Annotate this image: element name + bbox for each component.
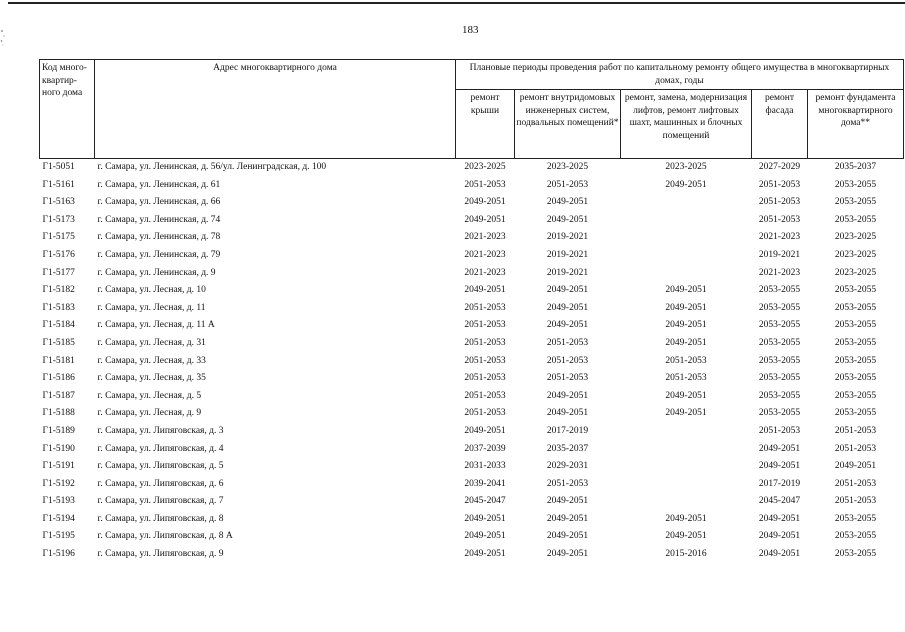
- roof-period-cell: 2037-2039: [464, 443, 506, 454]
- address-cell: г. Самара, ул. Ленинская, д. 66: [97, 197, 221, 208]
- systems-period-cell: 2049-2051: [546, 531, 589, 542]
- roof-period-cell: 2051-2053: [464, 373, 506, 384]
- top-border-line: [8, 2, 905, 4]
- header-code: Код много-квартир-ного дома: [40, 60, 95, 159]
- house-code-cell: Г1-5183: [42, 302, 75, 313]
- table-row: [40, 265, 904, 283]
- systems-period-cell: 2051-2053: [546, 337, 589, 348]
- house-code-cell: Г1-5185: [42, 337, 75, 348]
- systems-period-cell: 2051-2053: [546, 355, 589, 366]
- lifts-period-cell: 2049-2051: [665, 408, 707, 419]
- foundation-period-cell: 2053-2055: [834, 197, 877, 208]
- house-code-cell: Г1-5187: [42, 390, 75, 401]
- header-lifts: ремонт, замена, модернизация лифтов, ремонт лифтовых шахт, машинных и блочных помещений: [621, 90, 752, 159]
- table-row: [40, 423, 904, 441]
- systems-period-cell: 2029-2031: [546, 461, 589, 472]
- roof-period-cell: 2049-2051: [464, 425, 506, 436]
- roof-period-cell: 2051-2053: [464, 390, 506, 401]
- page-number: 183: [462, 24, 479, 36]
- address-cell: г. Самара, ул. Лесная, д. 33: [97, 355, 206, 366]
- systems-period-cell: 2017-2019: [546, 425, 589, 436]
- address-cell: г. Самара, ул. Ленинская, д. 9: [97, 267, 216, 278]
- systems-period-cell: 2049-2051: [546, 320, 589, 331]
- lifts-period-cell: [621, 194, 752, 212]
- table-row: [40, 441, 904, 459]
- systems-period-cell: 2049-2051: [546, 197, 589, 208]
- facade-period-cell: 2053-2055: [758, 390, 801, 401]
- lifts-period-cell: 2049-2051: [665, 285, 707, 296]
- roof-period-cell: 2023-2025: [464, 162, 506, 172]
- roof-period-cell: 2049-2051: [464, 531, 506, 542]
- address-cell: г. Самара, ул. Лесная, д. 11: [97, 302, 206, 313]
- roof-period-cell: 2021-2023: [464, 232, 506, 243]
- systems-period-cell: 2049-2051: [546, 549, 589, 560]
- systems-period-cell: 2049-2051: [546, 408, 589, 419]
- scan-noise-marks: [0, 28, 8, 48]
- systems-period-cell: 2049-2051: [546, 513, 589, 524]
- foundation-period-cell: 2053-2055: [834, 179, 877, 190]
- systems-period-cell: 2019-2021: [546, 249, 589, 260]
- foundation-period-cell: 2053-2055: [834, 513, 877, 524]
- lifts-period-cell: 2051-2053: [665, 355, 707, 366]
- house-code-cell: Г1-5181: [42, 355, 75, 366]
- house-code-cell: Г1-5191: [42, 461, 75, 472]
- house-code-cell: Г1-5184: [42, 320, 75, 331]
- systems-period-cell: 2019-2021: [546, 267, 589, 278]
- foundation-period-cell: 2053-2055: [834, 549, 877, 560]
- facade-period-cell: 2053-2055: [758, 373, 801, 384]
- foundation-period-cell: 2053-2055: [834, 285, 877, 296]
- lifts-period-cell: 2049-2051: [665, 179, 707, 190]
- lifts-period-cell: 2049-2051: [665, 390, 707, 401]
- facade-period-cell: 2051-2053: [758, 425, 801, 436]
- lifts-period-cell: 2049-2051: [665, 531, 707, 542]
- facade-period-cell: 2049-2051: [758, 513, 801, 524]
- header-systems: ремонт внутридомовых инженерных систем, подвальных помещений*: [515, 90, 621, 159]
- address-cell: г. Самара, ул. Ленинская, д. 56/ул. Ленинградская, д. 100: [97, 162, 327, 172]
- foundation-period-cell: 2053-2055: [834, 531, 877, 542]
- table-row: [40, 353, 904, 371]
- table-row: [40, 405, 904, 423]
- lifts-period-cell: [621, 423, 752, 441]
- foundation-period-cell: 2035-2037: [834, 162, 877, 172]
- house-code-cell: Г1-5194: [42, 513, 75, 524]
- foundation-period-cell: 2023-2025: [834, 267, 877, 278]
- table-body: [40, 159, 904, 564]
- table-row: [40, 282, 904, 300]
- roof-period-cell: 2051-2053: [464, 337, 506, 348]
- foundation-period-cell: 2049-2051: [834, 461, 877, 472]
- roof-period-cell: 2049-2051: [464, 549, 506, 560]
- address-cell: г. Самара, ул. Ленинская, д. 61: [97, 179, 221, 190]
- house-code-cell: Г1-5193: [42, 496, 75, 507]
- foundation-period-cell: 2053-2055: [834, 355, 877, 366]
- systems-period-cell: 2051-2053: [546, 478, 589, 489]
- address-cell: г. Самара, ул. Липяговская, д. 7: [97, 496, 224, 507]
- foundation-period-cell: 2051-2053: [834, 478, 877, 489]
- lifts-period-cell: [621, 441, 752, 459]
- facade-period-cell: 2053-2055: [758, 302, 801, 313]
- facade-period-cell: 2019-2021: [758, 249, 801, 260]
- lifts-period-cell: [621, 247, 752, 265]
- table-row: [40, 177, 904, 195]
- foundation-period-cell: 2053-2055: [834, 337, 877, 348]
- systems-period-cell: 2049-2051: [546, 390, 589, 401]
- foundation-period-cell: 2051-2053: [834, 443, 877, 454]
- roof-period-cell: 2051-2053: [464, 408, 506, 419]
- address-cell: г. Самара, ул. Липяговская, д. 8 А: [97, 531, 233, 542]
- house-code-cell: Г1-5190: [42, 443, 75, 454]
- systems-period-cell: 2051-2053: [546, 179, 589, 190]
- house-code-cell: Г1-5161: [42, 179, 75, 190]
- table-row: [40, 247, 904, 265]
- header-periods: Плановые периоды проведения работ по капитальному ремонту общего имущества в многоквартирных домах, годы: [456, 60, 904, 90]
- lifts-period-cell: 2049-2051: [665, 337, 707, 348]
- facade-period-cell: 2053-2055: [758, 320, 801, 331]
- lifts-period-cell: [621, 229, 752, 247]
- roof-period-cell: 2051-2053: [464, 320, 506, 331]
- address-cell: г. Самара, ул. Лесная, д. 31: [97, 337, 206, 348]
- table-row: [40, 212, 904, 230]
- facade-period-cell: 2051-2053: [758, 214, 801, 225]
- address-cell: г. Самара, ул. Лесная, д. 11 А: [97, 320, 215, 331]
- lifts-period-cell: 2049-2051: [665, 513, 707, 524]
- address-cell: г. Самара, ул. Ленинская, д. 78: [97, 232, 221, 243]
- lifts-period-cell: [621, 458, 752, 476]
- systems-period-cell: 2049-2051: [546, 302, 589, 313]
- roof-period-cell: 2021-2023: [464, 249, 506, 260]
- house-code-cell: Г1-5173: [42, 214, 75, 225]
- table-row: [40, 458, 904, 476]
- lifts-period-cell: 2015-2016: [665, 549, 707, 560]
- house-code-cell: Г1-5186: [42, 373, 75, 384]
- facade-period-cell: 2051-2053: [758, 197, 801, 208]
- facade-period-cell: 2051-2053: [758, 179, 801, 190]
- lifts-period-cell: 2049-2051: [665, 302, 707, 313]
- foundation-period-cell: 2053-2055: [834, 302, 877, 313]
- roof-period-cell: 2049-2051: [464, 285, 506, 296]
- foundation-period-cell: 2053-2055: [834, 214, 877, 225]
- lifts-period-cell: 2023-2025: [665, 162, 707, 172]
- lifts-period-cell: [621, 212, 752, 230]
- table-row: [40, 335, 904, 353]
- systems-period-cell: 2023-2025: [546, 162, 589, 172]
- address-cell: г. Самара, ул. Лесная, д. 10: [97, 285, 206, 296]
- header-facade: ремонт фасада: [752, 90, 808, 159]
- house-code-cell: Г1-5196: [42, 549, 75, 560]
- foundation-period-cell: 2053-2055: [834, 373, 877, 384]
- foundation-period-cell: 2053-2055: [834, 390, 877, 401]
- facade-period-cell: 2053-2055: [758, 337, 801, 348]
- facade-period-cell: 2049-2051: [758, 443, 801, 454]
- address-cell: г. Самара, ул. Липяговская, д. 9: [97, 549, 224, 560]
- table-row: [40, 476, 904, 494]
- foundation-period-cell: 2051-2053: [834, 496, 877, 507]
- foundation-period-cell: 2053-2055: [834, 408, 877, 419]
- systems-period-cell: 2049-2051: [546, 496, 589, 507]
- house-code-cell: Г1-5182: [42, 285, 75, 296]
- facade-period-cell: 2027-2029: [758, 162, 801, 172]
- table-row: [40, 194, 904, 212]
- table-row: [40, 528, 904, 546]
- lifts-period-cell: 2049-2051: [665, 320, 707, 331]
- roof-period-cell: 2049-2051: [464, 513, 506, 524]
- table-row: [40, 511, 904, 529]
- address-cell: г. Самара, ул. Лесная, д. 5: [97, 390, 202, 401]
- house-code-cell: Г1-5192: [42, 478, 75, 489]
- table-header-row-1: [40, 60, 904, 90]
- systems-period-cell: 2049-2051: [546, 214, 589, 225]
- table-row: [40, 159, 904, 177]
- table-row: [40, 317, 904, 335]
- lifts-period-cell: [621, 265, 752, 283]
- address-cell: г. Самара, ул. Ленинская, д. 79: [97, 249, 221, 260]
- systems-period-cell: 2049-2051: [546, 285, 589, 296]
- address-cell: г. Самара, ул. Ленинская, д. 74: [97, 214, 221, 225]
- facade-period-cell: 2017-2019: [758, 478, 801, 489]
- address-cell: г. Самара, ул. Липяговская, д. 6: [97, 478, 224, 489]
- lifts-period-cell: 2051-2053: [665, 373, 707, 384]
- address-cell: г. Самара, ул. Лесная, д. 9: [97, 408, 202, 419]
- table-row: [40, 493, 904, 511]
- foundation-period-cell: 2023-2025: [834, 232, 877, 243]
- facade-period-cell: 2053-2055: [758, 355, 801, 366]
- repair-schedule-table: [39, 59, 904, 564]
- facade-period-cell: 2021-2023: [758, 232, 801, 243]
- address-cell: г. Самара, ул. Липяговская, д. 3: [97, 425, 224, 436]
- lifts-period-cell: [621, 476, 752, 494]
- lifts-period-cell: [621, 493, 752, 511]
- roof-period-cell: 2049-2051: [464, 214, 506, 225]
- house-code-cell: Г1-5189: [42, 425, 75, 436]
- house-code-cell: Г1-5175: [42, 232, 75, 243]
- table-row: [40, 546, 904, 564]
- systems-period-cell: 2051-2053: [546, 373, 589, 384]
- house-code-cell: Г1-5177: [42, 267, 75, 278]
- systems-period-cell: 2019-2021: [546, 232, 589, 243]
- house-code-cell: Г1-5176: [42, 249, 75, 260]
- facade-period-cell: 2045-2047: [758, 496, 801, 507]
- table-row: [40, 370, 904, 388]
- header-roof: ремонт крыши: [456, 90, 515, 159]
- address-cell: г. Самара, ул. Липяговская, д. 4: [97, 443, 224, 454]
- roof-period-cell: 2045-2047: [464, 496, 506, 507]
- systems-period-cell: 2035-2037: [546, 443, 589, 454]
- roof-period-cell: 2049-2051: [464, 197, 506, 208]
- facade-period-cell: 2053-2055: [758, 285, 801, 296]
- address-cell: г. Самара, ул. Лесная, д. 35: [97, 373, 206, 384]
- facade-period-cell: 2049-2051: [758, 461, 801, 472]
- facade-period-cell: 2049-2051: [758, 549, 801, 560]
- foundation-period-cell: 2051-2053: [834, 425, 877, 436]
- house-code-cell: Г1-5163: [42, 197, 75, 208]
- foundation-period-cell: 2023-2025: [834, 249, 877, 260]
- header-foundation: ремонт фундамента многоквартирного дома**: [808, 90, 904, 159]
- roof-period-cell: 2021-2023: [464, 267, 506, 278]
- address-cell: г. Самара, ул. Липяговская, д. 5: [97, 461, 224, 472]
- roof-period-cell: 2051-2053: [464, 302, 506, 313]
- house-code-cell: Г1-5195: [42, 531, 75, 542]
- foundation-period-cell: 2053-2055: [834, 320, 877, 331]
- table-row: [40, 388, 904, 406]
- facade-period-cell: 2053-2055: [758, 408, 801, 419]
- table-row: [40, 229, 904, 247]
- header-address: Адрес многоквартирного дома: [95, 60, 456, 159]
- address-cell: г. Самара, ул. Липяговская, д. 8: [97, 513, 224, 524]
- house-code-cell: Г1-5051: [42, 162, 75, 172]
- house-code-cell: Г1-5188: [42, 408, 75, 419]
- roof-period-cell: 2051-2053: [464, 355, 506, 366]
- facade-period-cell: 2049-2051: [758, 531, 801, 542]
- roof-period-cell: 2039-2041: [464, 478, 506, 489]
- table-row: [40, 300, 904, 318]
- roof-period-cell: 2051-2053: [464, 179, 506, 190]
- facade-period-cell: 2021-2023: [758, 267, 801, 278]
- roof-period-cell: 2031-2033: [464, 461, 506, 472]
